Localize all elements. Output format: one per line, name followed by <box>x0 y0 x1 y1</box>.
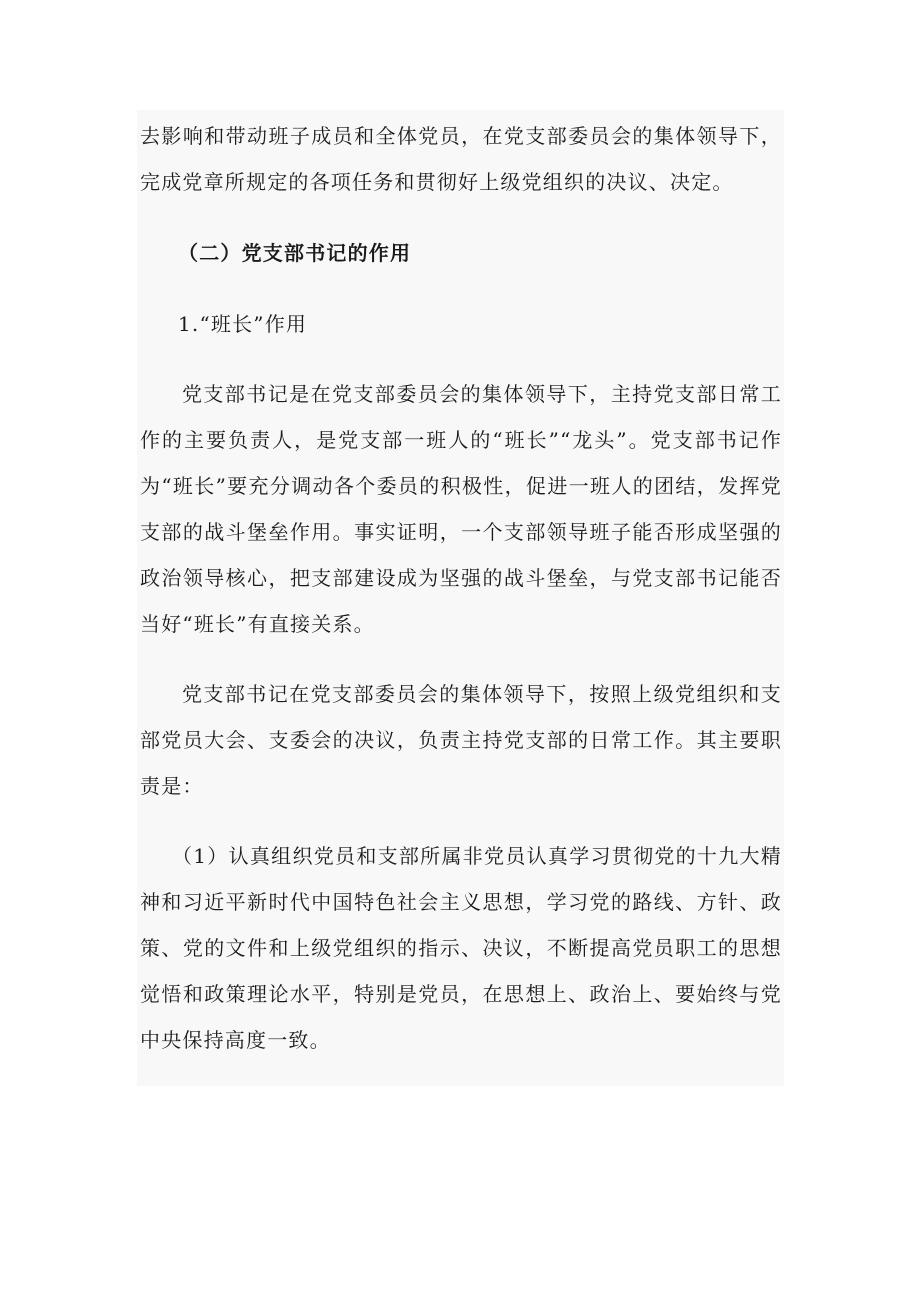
paragraph-duties-intro: 党支部书记在党支部委员会的集体领导下，按照上级党组织和支部党员大会、支委会的决议，负责主持党支部的日常工作。其主要职责是： <box>140 682 782 798</box>
list-item-duty-1: （1）认真组织党员和支部所属非党员认真学习贯彻党的十九大精神和习近平新时代中国特色社会主义思想，学习党的路线、方针、政策、党的文件和上级党组织的指示、决议，不断提高党员职工的思想觉悟和政策理论水平，特别是党员，在思想上、政治上、要始终与党中央保持高度一致。 <box>140 844 782 1052</box>
section-heading: （二）党支部书记的作用 <box>178 241 412 265</box>
subsection-title: 1.“班长”作用 <box>178 312 308 336</box>
document-body <box>140 113 782 1063</box>
paragraph-role-description: 党支部书记是在党支部委员会的集体领导下，主持党支部日常工作的主要负责人，是党支部一班人的“班长”“龙头”。党支部书记作为“班长”要充分调动各个委员的积极性，促进一班人的团结，发挥党支部的战斗堡垒作用。事实证明，一个支部领导班子能否形成坚强的政治领导核心，把支部建设成为坚强的战斗堡垒，与党支部书记能否当好“班长”有直接关系。 <box>140 382 782 636</box>
paragraph-continuation: 去影响和带动班子成员和全体党员，在党支部委员会的集体领导下，完成党章所规定的各项任务和贯彻好上级党组织的决议、决定。 <box>140 124 782 194</box>
